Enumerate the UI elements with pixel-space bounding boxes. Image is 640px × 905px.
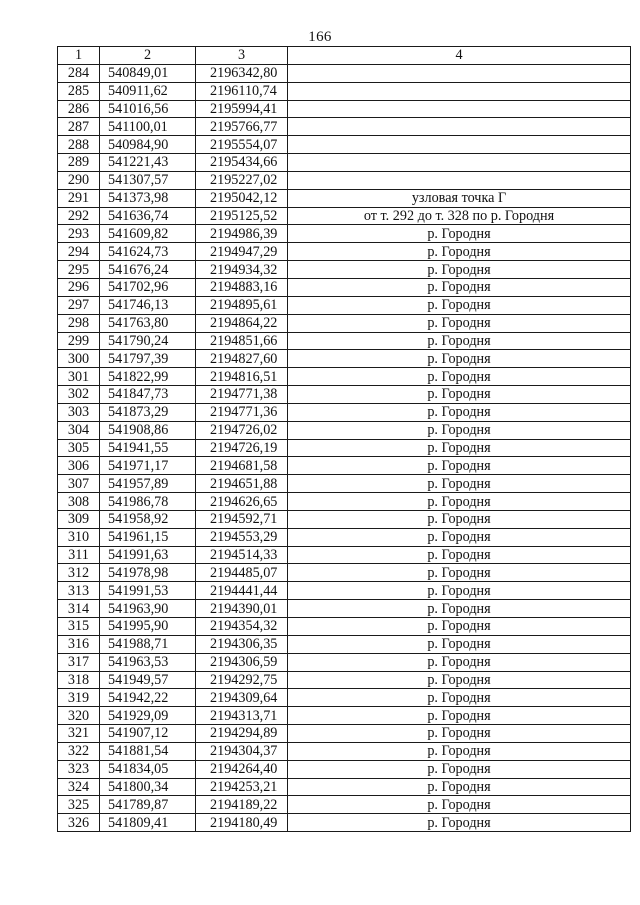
point-number-cell: 304 (58, 421, 100, 439)
y-coordinate-cell: 2194553,29 (196, 528, 288, 546)
description-cell: р. Городня (288, 243, 631, 261)
column-header: 2 (100, 47, 196, 65)
table-row (58, 154, 631, 172)
table-row (58, 332, 631, 350)
point-number-cell: 303 (58, 403, 100, 421)
page-number: 166 (308, 29, 332, 45)
description-cell: от т. 292 до т. 328 по р. Городня (288, 207, 631, 225)
x-coordinate-cell: 541908,86 (100, 421, 196, 439)
x-coordinate-cell: 541988,71 (100, 635, 196, 653)
y-coordinate-cell: 2194354,32 (196, 618, 288, 636)
description-cell: р. Городня (288, 475, 631, 493)
table-row (58, 582, 631, 600)
point-number-cell: 301 (58, 368, 100, 386)
description-cell: р. Городня (288, 635, 631, 653)
x-coordinate-cell: 541822,99 (100, 368, 196, 386)
point-number-cell: 294 (58, 243, 100, 261)
y-coordinate-cell: 2195554,07 (196, 136, 288, 154)
table-row (58, 725, 631, 743)
x-coordinate-cell: 541941,55 (100, 439, 196, 457)
y-coordinate-cell: 2194816,51 (196, 368, 288, 386)
table-row (58, 796, 631, 814)
y-coordinate-cell: 2194189,22 (196, 796, 288, 814)
description-cell: р. Городня (288, 528, 631, 546)
point-number-cell: 310 (58, 528, 100, 546)
table-row (58, 386, 631, 404)
x-coordinate-cell: 541797,39 (100, 350, 196, 368)
x-coordinate-cell: 541881,54 (100, 742, 196, 760)
x-coordinate-cell: 541676,24 (100, 261, 196, 279)
x-coordinate-cell: 541221,43 (100, 154, 196, 172)
y-coordinate-cell: 2194304,37 (196, 742, 288, 760)
table-row (58, 82, 631, 100)
point-number-cell: 292 (58, 207, 100, 225)
description-cell (288, 64, 631, 82)
x-coordinate-cell: 541995,90 (100, 618, 196, 636)
point-number-cell: 321 (58, 725, 100, 743)
table-header-row (58, 47, 631, 65)
point-number-cell: 289 (58, 154, 100, 172)
description-cell: р. Городня (288, 671, 631, 689)
table-row (58, 171, 631, 189)
table-row (58, 475, 631, 493)
y-coordinate-cell: 2194626,65 (196, 493, 288, 511)
description-cell: р. Городня (288, 261, 631, 279)
point-number-cell: 316 (58, 635, 100, 653)
table-row (58, 207, 631, 225)
point-number-cell: 314 (58, 600, 100, 618)
column-header: 3 (196, 47, 288, 65)
description-cell: р. Городня (288, 689, 631, 707)
description-cell: р. Городня (288, 814, 631, 832)
y-coordinate-cell: 2194264,40 (196, 760, 288, 778)
x-coordinate-cell: 541971,17 (100, 457, 196, 475)
x-coordinate-cell: 541636,74 (100, 207, 196, 225)
point-number-cell: 311 (58, 546, 100, 564)
table-body (58, 64, 631, 831)
y-coordinate-cell: 2195125,52 (196, 207, 288, 225)
y-coordinate-cell: 2194895,61 (196, 296, 288, 314)
y-coordinate-cell: 2194681,58 (196, 457, 288, 475)
description-cell: р. Городня (288, 368, 631, 386)
y-coordinate-cell: 2194306,59 (196, 653, 288, 671)
description-cell: р. Городня (288, 582, 631, 600)
point-number-cell: 317 (58, 653, 100, 671)
y-coordinate-cell: 2194934,32 (196, 261, 288, 279)
y-coordinate-cell: 2194864,22 (196, 314, 288, 332)
description-cell (288, 118, 631, 136)
description-cell: р. Городня (288, 403, 631, 421)
column-header: 4 (288, 47, 631, 65)
x-coordinate-cell: 541958,92 (100, 510, 196, 528)
table-row (58, 760, 631, 778)
table-row (58, 689, 631, 707)
point-number-cell: 318 (58, 671, 100, 689)
x-coordinate-cell: 541307,57 (100, 171, 196, 189)
x-coordinate-cell: 541790,24 (100, 332, 196, 350)
y-coordinate-cell: 2194180,49 (196, 814, 288, 832)
x-coordinate-cell: 541809,41 (100, 814, 196, 832)
y-coordinate-cell: 2196110,74 (196, 82, 288, 100)
description-cell: р. Городня (288, 350, 631, 368)
x-coordinate-cell: 540984,90 (100, 136, 196, 154)
description-cell (288, 82, 631, 100)
table-row (58, 564, 631, 582)
table-row (58, 493, 631, 511)
description-cell: р. Городня (288, 332, 631, 350)
x-coordinate-cell: 541949,57 (100, 671, 196, 689)
description-cell: р. Городня (288, 457, 631, 475)
description-cell: р. Городня (288, 796, 631, 814)
table-row (58, 600, 631, 618)
table-row (58, 314, 631, 332)
table-row (58, 653, 631, 671)
table-row (58, 546, 631, 564)
x-coordinate-cell: 540849,01 (100, 64, 196, 82)
point-number-cell: 287 (58, 118, 100, 136)
coordinates-table (57, 46, 631, 832)
point-number-cell: 325 (58, 796, 100, 814)
column-header: 1 (58, 47, 100, 65)
point-number-cell: 307 (58, 475, 100, 493)
x-coordinate-cell: 541991,53 (100, 582, 196, 600)
y-coordinate-cell: 2195227,02 (196, 171, 288, 189)
y-coordinate-cell: 2194771,38 (196, 386, 288, 404)
y-coordinate-cell: 2194306,35 (196, 635, 288, 653)
y-coordinate-cell: 2194651,88 (196, 475, 288, 493)
y-coordinate-cell: 2194851,66 (196, 332, 288, 350)
description-cell: р. Городня (288, 725, 631, 743)
description-cell: р. Городня (288, 225, 631, 243)
table-row (58, 528, 631, 546)
description-cell (288, 154, 631, 172)
y-coordinate-cell: 2195434,66 (196, 154, 288, 172)
point-number-cell: 319 (58, 689, 100, 707)
y-coordinate-cell: 2194947,29 (196, 243, 288, 261)
description-cell: р. Городня (288, 510, 631, 528)
point-number-cell: 323 (58, 760, 100, 778)
y-coordinate-cell: 2194253,21 (196, 778, 288, 796)
description-cell: р. Городня (288, 760, 631, 778)
description-cell: р. Городня (288, 296, 631, 314)
x-coordinate-cell: 541800,34 (100, 778, 196, 796)
x-coordinate-cell: 541929,09 (100, 707, 196, 725)
point-number-cell: 326 (58, 814, 100, 832)
table-row (58, 510, 631, 528)
x-coordinate-cell: 541100,01 (100, 118, 196, 136)
table-row (58, 421, 631, 439)
table-row (58, 368, 631, 386)
table-row (58, 618, 631, 636)
point-number-cell: 295 (58, 261, 100, 279)
point-number-cell: 306 (58, 457, 100, 475)
y-coordinate-cell: 2196342,80 (196, 64, 288, 82)
x-coordinate-cell: 541702,96 (100, 278, 196, 296)
x-coordinate-cell: 541978,98 (100, 564, 196, 582)
table-row (58, 261, 631, 279)
point-number-cell: 290 (58, 171, 100, 189)
y-coordinate-cell: 2194309,64 (196, 689, 288, 707)
point-number-cell: 309 (58, 510, 100, 528)
point-number-cell: 297 (58, 296, 100, 314)
description-cell: р. Городня (288, 439, 631, 457)
x-coordinate-cell: 541957,89 (100, 475, 196, 493)
table-row (58, 403, 631, 421)
x-coordinate-cell: 541016,56 (100, 100, 196, 118)
table-row (58, 243, 631, 261)
point-number-cell: 288 (58, 136, 100, 154)
description-cell: р. Городня (288, 421, 631, 439)
x-coordinate-cell: 541789,87 (100, 796, 196, 814)
description-cell (288, 171, 631, 189)
table-row (58, 707, 631, 725)
table-row (58, 278, 631, 296)
description-cell: р. Городня (288, 386, 631, 404)
y-coordinate-cell: 2195994,41 (196, 100, 288, 118)
point-number-cell: 298 (58, 314, 100, 332)
y-coordinate-cell: 2194294,89 (196, 725, 288, 743)
point-number-cell: 299 (58, 332, 100, 350)
table-row (58, 64, 631, 82)
x-coordinate-cell: 541907,12 (100, 725, 196, 743)
point-number-cell: 296 (58, 278, 100, 296)
point-number-cell: 308 (58, 493, 100, 511)
table-row (58, 457, 631, 475)
y-coordinate-cell: 2194726,19 (196, 439, 288, 457)
description-cell: р. Городня (288, 618, 631, 636)
y-coordinate-cell: 2194726,02 (196, 421, 288, 439)
description-cell: р. Городня (288, 600, 631, 618)
table-row (58, 742, 631, 760)
y-coordinate-cell: 2194514,33 (196, 546, 288, 564)
description-cell: р. Городня (288, 546, 631, 564)
x-coordinate-cell: 541991,63 (100, 546, 196, 564)
point-number-cell: 286 (58, 100, 100, 118)
table-row (58, 225, 631, 243)
x-coordinate-cell: 541763,80 (100, 314, 196, 332)
y-coordinate-cell: 2194390,01 (196, 600, 288, 618)
y-coordinate-cell: 2194592,71 (196, 510, 288, 528)
x-coordinate-cell: 541624,73 (100, 243, 196, 261)
x-coordinate-cell: 541963,53 (100, 653, 196, 671)
x-coordinate-cell: 541961,15 (100, 528, 196, 546)
description-cell (288, 136, 631, 154)
description-cell: узловая точка Г (288, 189, 631, 207)
point-number-cell: 302 (58, 386, 100, 404)
table-row (58, 350, 631, 368)
description-cell: р. Городня (288, 314, 631, 332)
x-coordinate-cell: 541609,82 (100, 225, 196, 243)
x-coordinate-cell: 541834,05 (100, 760, 196, 778)
point-number-cell: 312 (58, 564, 100, 582)
point-number-cell: 305 (58, 439, 100, 457)
point-number-cell: 322 (58, 742, 100, 760)
point-number-cell: 324 (58, 778, 100, 796)
x-coordinate-cell: 541986,78 (100, 493, 196, 511)
table-row (58, 635, 631, 653)
y-coordinate-cell: 2194485,07 (196, 564, 288, 582)
description-cell: р. Городня (288, 278, 631, 296)
description-cell: р. Городня (288, 742, 631, 760)
y-coordinate-cell: 2195042,12 (196, 189, 288, 207)
table-row (58, 296, 631, 314)
table-row (58, 118, 631, 136)
x-coordinate-cell: 540911,62 (100, 82, 196, 100)
point-number-cell: 320 (58, 707, 100, 725)
table-row (58, 439, 631, 457)
y-coordinate-cell: 2194292,75 (196, 671, 288, 689)
x-coordinate-cell: 541942,22 (100, 689, 196, 707)
x-coordinate-cell: 541847,73 (100, 386, 196, 404)
point-number-cell: 300 (58, 350, 100, 368)
y-coordinate-cell: 2194827,60 (196, 350, 288, 368)
point-number-cell: 284 (58, 64, 100, 82)
description-cell: р. Городня (288, 653, 631, 671)
table-row (58, 778, 631, 796)
table-row (58, 100, 631, 118)
point-number-cell: 293 (58, 225, 100, 243)
table-row (58, 671, 631, 689)
table-row (58, 189, 631, 207)
table-row (58, 814, 631, 832)
x-coordinate-cell: 541373,98 (100, 189, 196, 207)
point-number-cell: 313 (58, 582, 100, 600)
description-cell (288, 100, 631, 118)
y-coordinate-cell: 2194441,44 (196, 582, 288, 600)
y-coordinate-cell: 2194883,16 (196, 278, 288, 296)
y-coordinate-cell: 2195766,77 (196, 118, 288, 136)
x-coordinate-cell: 541963,90 (100, 600, 196, 618)
y-coordinate-cell: 2194313,71 (196, 707, 288, 725)
x-coordinate-cell: 541746,13 (100, 296, 196, 314)
description-cell: р. Городня (288, 493, 631, 511)
point-number-cell: 285 (58, 82, 100, 100)
y-coordinate-cell: 2194771,36 (196, 403, 288, 421)
y-coordinate-cell: 2194986,39 (196, 225, 288, 243)
description-cell: р. Городня (288, 778, 631, 796)
x-coordinate-cell: 541873,29 (100, 403, 196, 421)
description-cell: р. Городня (288, 707, 631, 725)
table-row (58, 136, 631, 154)
point-number-cell: 315 (58, 618, 100, 636)
point-number-cell: 291 (58, 189, 100, 207)
description-cell: р. Городня (288, 564, 631, 582)
